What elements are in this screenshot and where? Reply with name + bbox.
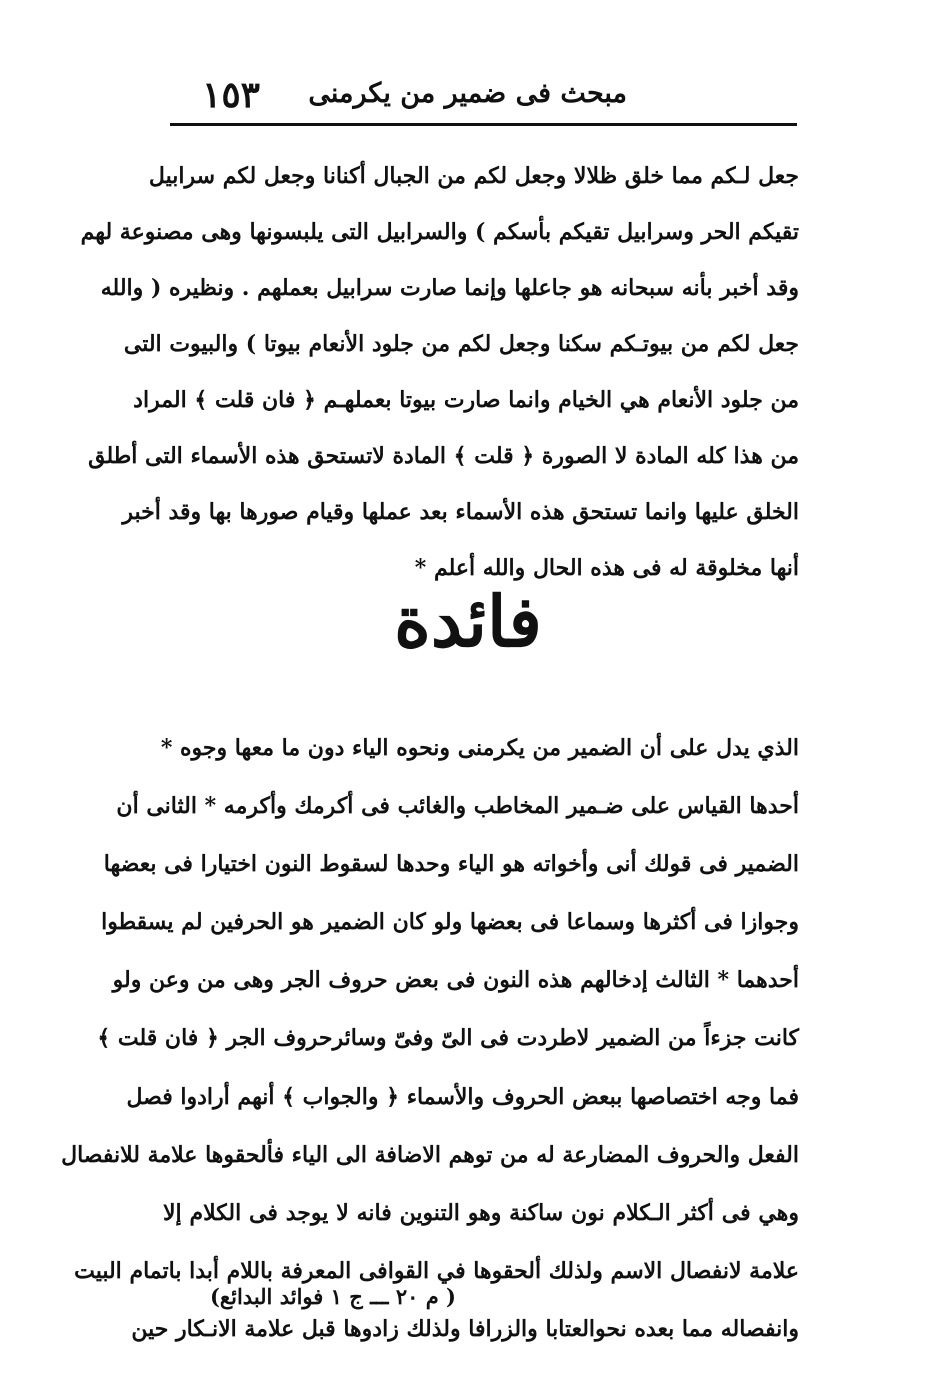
page-header [172, 74, 797, 120]
text-line: الضمير فى قولك أنى وأخواته هو الياء وحدها لسقوط النون اختيارا فى بعضها [103, 851, 799, 878]
header-rule [170, 123, 797, 126]
text-line: أحدهما * الثالث إدخالهم هذه النون فى بعض حروف الجر وهى من وعن ولو [112, 967, 799, 994]
text-line: تقيكم الحر وسرابيل تقيكم بأسكم ) والسرابيل التى يلبسونها وهى مصنوعة لهم [80, 219, 799, 245]
text-line: أنها مخلوقة له فى هذه الحال والله أعلم * [414, 555, 799, 581]
text-line: وقد أخبر بأنه سبحانه هو جاعلها وإنما صارت سرابيل بعملهم . ونظيره ( والله [100, 275, 799, 301]
running-title: مبحث فى ضمير من يكرمنى [308, 78, 627, 109]
top-paragraph [80, 148, 799, 596]
footer-signature: ( م ٢٠ ـــ ج ١ فوائد البدائع) [210, 1284, 456, 1309]
text-line: الفعل والحروف المضارعة له من توهم الاضافة الى الياء فألحقوها علامة للانفصال [61, 1141, 799, 1168]
text-line: جعل لكم من بيوتـكم سكنا وجعل لكم من جلود الأنعام بيوتا ) والبيوت التى [123, 331, 799, 357]
section-heading: فائدة [394, 580, 542, 663]
text-line: جعل لـكم مما خلق ظلالا وجعل لكم من الجبال أكنانا وجعل لكم سرابيل [148, 163, 799, 189]
text-line: من جلود الأنعام هي الخيام وانما صارت بيوتا بعملهـم ﴿ فان قلت ﴾ المراد [133, 387, 799, 413]
text-line: من هذا كله المادة لا الصورة ﴿ قلت ﴾ المادة لاتستحق هذه الأسماء التى أطلق [88, 443, 799, 469]
bottom-paragraph [61, 719, 799, 1358]
text-line: فما وجه اختصاصها ببعض الحروف والأسماء ﴿ والجواب ﴾ أنهم أرادوا فصل [126, 1083, 799, 1110]
text-line: وهي فى أكثر الـكلام نون ساكنة وهو التنوين فانه لا يوجد فى الكلام إلا [163, 1199, 799, 1226]
text-line: كانت جزءاً من الضمير لاطردت فى الىّ وفىّ وسائرحروف الجر ﴿ فان قلت ﴾ [97, 1025, 799, 1052]
text-line: علامة لانفصال الاسم ولذلك ألحقوها في القوافى المعرفة باللام أبدا باتمام البيت [74, 1257, 799, 1284]
text-line: وجوازا فى أكثرها وسماعا فى بعضها ولو كان الضمير هو الحرفين لم يسقطوا [101, 909, 799, 936]
text-line: الذي يدل على أن الضمير من يكرمنى ونحوه الياء دون ما معها وجوه * [160, 735, 799, 761]
text-line: وانفصاله مما بعده نحوالعتابا والزرافا ولذلك زادوها قبل علامة الانـكار حين [131, 1315, 799, 1342]
page-number: ١٥٣ [202, 74, 261, 116]
text-line: الخلق عليها وانما تستحق هذه الأسماء بعد عملها وقيام صورها بها وقد أخبر [122, 499, 799, 525]
text-line: أحدها القياس على ضـمير المخاطب والغائب فى أكرمك وأكرمه * الثانى أن [116, 793, 799, 820]
